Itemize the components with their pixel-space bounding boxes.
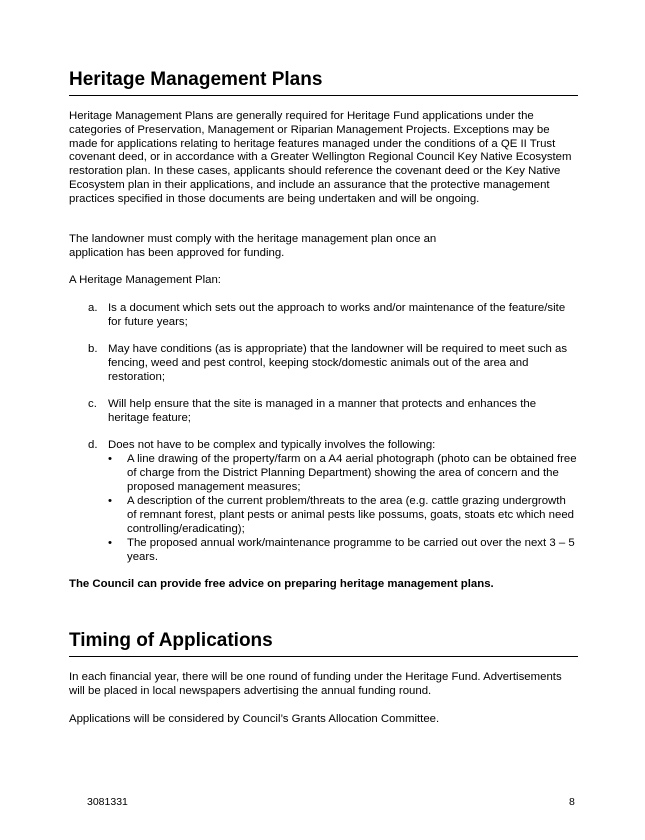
footer-doc-number: 3081331 xyxy=(87,796,128,808)
list-item-text: May have conditions (as is appropriate) that the landowner will be required to meet such as fencing, weed and pest control, keeping stock/domestic animals out of the area and restoration; xyxy=(108,343,568,383)
paragraph-plan-lead: A Heritage Management Plan: xyxy=(69,274,221,286)
bullet-text: The proposed annual work/maintenance programme to be carried out over the next 3 – 5 years. xyxy=(127,537,575,563)
list-item-text: Will help ensure that the site is managed in a manner that protects and enhances the heritage feature; xyxy=(108,398,537,424)
list-item-text: Is a document which sets out the approach to works and/or maintenance of the feature/site for future years; xyxy=(108,302,566,328)
footer-page-number: 8 xyxy=(569,796,575,808)
heading-heritage-management-plans: Heritage Management Plans xyxy=(69,69,578,96)
list-marker: a. xyxy=(88,302,98,314)
bullet-marker: • xyxy=(108,495,112,507)
bullet-marker: • xyxy=(108,537,112,549)
heading-timing-of-applications: Timing of Applications xyxy=(69,630,578,657)
bullet-text: A description of the current problem/threats to the area (e.g. cattle grazing undergrowth of remnant forest, plant pests or animal pests like possums, goats, stoats etc which need controlling/eradicating); xyxy=(127,495,574,535)
list-marker: c. xyxy=(88,398,97,410)
paragraph-compliance: The landowner must comply with the heritage management plan once an application has been approved for funding. xyxy=(69,233,437,259)
list-marker: d. xyxy=(88,439,98,451)
paragraph-funding-round: In each financial year, there will be one round of funding under the Heritage Fund. Advertisements will be placed in local newspapers advertising the annual funding round. xyxy=(69,671,562,697)
paragraph-committee: Applications will be considered by Council’s Grants Allocation Committee. xyxy=(69,713,440,725)
bullet-text: A line drawing of the property/farm on a A4 aerial photograph (photo can be obtained free of charge from the District Planning Department) showing the area of concern and the proposed management measures; xyxy=(127,453,577,493)
paragraph-council-advice: The Council can provide free advice on preparing heritage management plans. xyxy=(69,578,494,590)
list-item-text: Does not have to be complex and typically involves the following: xyxy=(108,439,436,451)
bullet-marker: • xyxy=(108,453,112,465)
paragraph-intro: Heritage Management Plans are generally required for Heritage Fund applications under the categories of Preservation, Management or Riparian Management Projects. Exceptions may be made for applications relating to heritage features managed under the conditions of a QE II Trust covenant deed, or in accordance with a Greater Wellington Regional Council Key Native Ecosystem restoration plan. In these cases, applicants should reference the covenant deed or the Key Native Ecosystem plan in their applications, and include an assurance that the protective management practices specified in those documents are being undertaken and will be ongoing. xyxy=(69,110,572,205)
list-marker: b. xyxy=(88,343,98,355)
